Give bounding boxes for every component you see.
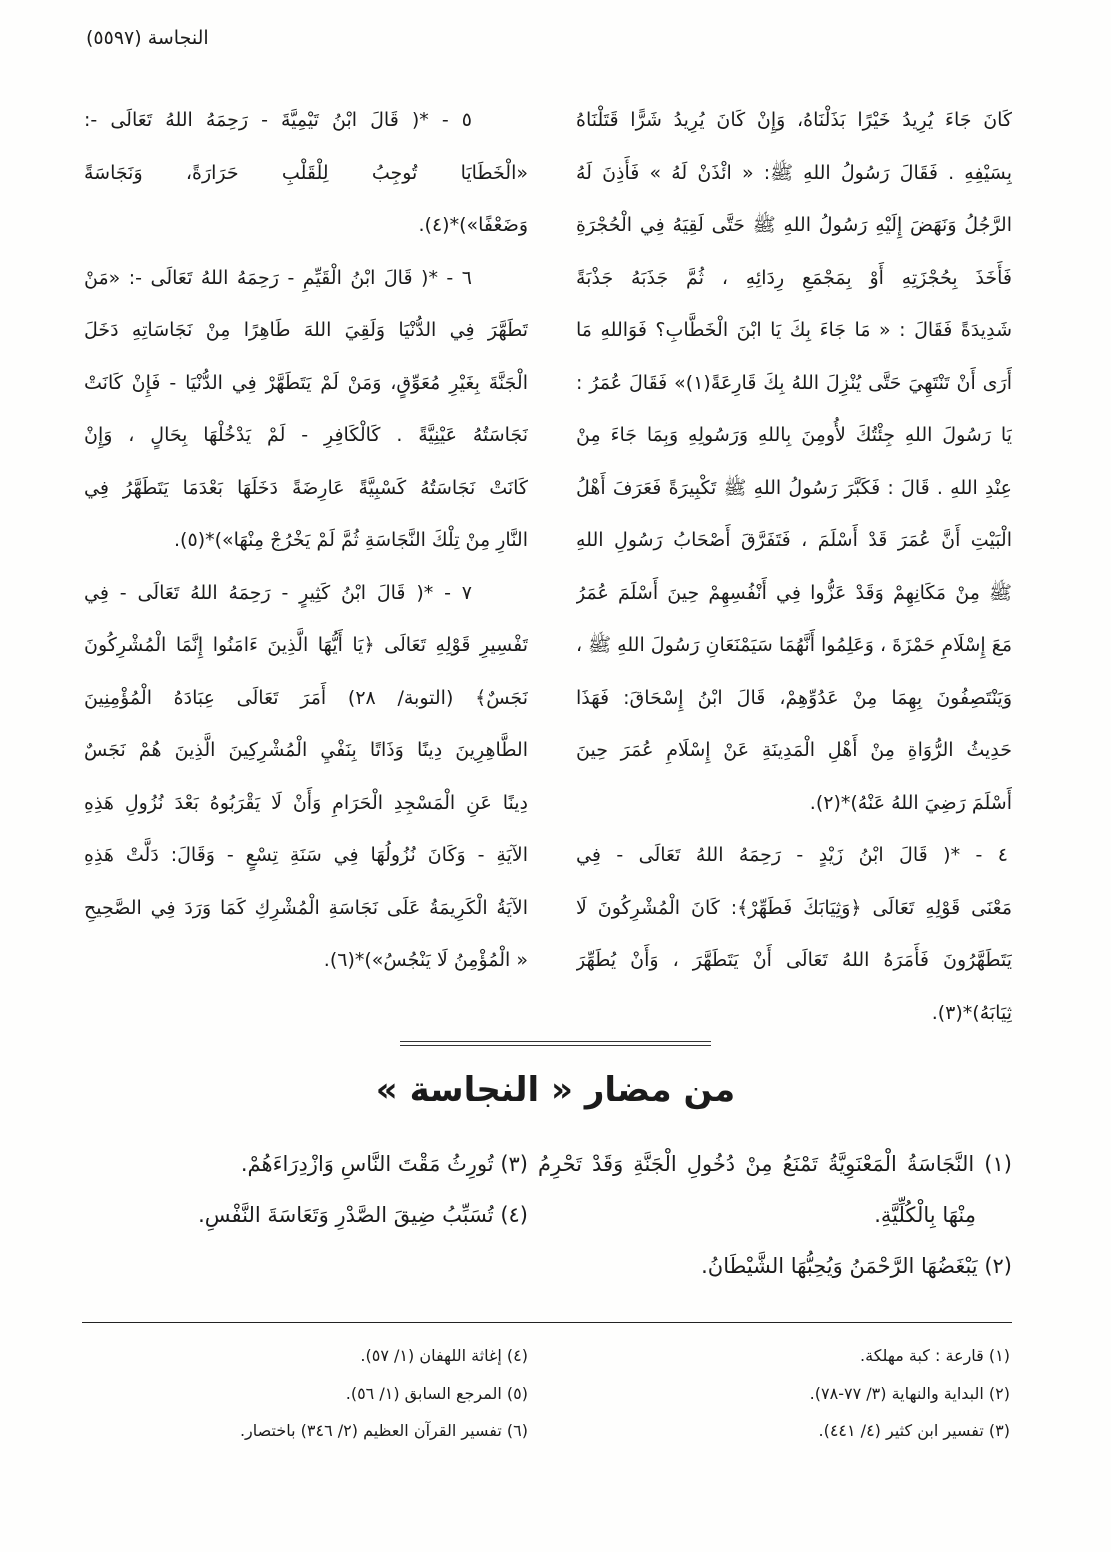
paragraph-start-line: ٤ - *( قَالَ ابْنُ زَيْدٍ - رَحِمَهُ اللهُ تَعَالَى - فِي	[576, 844, 1008, 866]
section-divider	[400, 1041, 711, 1046]
text-line: الْبَيْتِ أَنَّ عُمَرَ قَدْ أَسْلَمَ ، فَتَفَرَّقَ أَصْحَابُ رَسُولِ اللهِ	[576, 529, 1012, 551]
text-line: الْجَنَّةَ بِغَيْرِ مُعَوِّقٍ، وَمَنْ لَمْ يَتَطَهَّرْ فِي الدُّنْيَا - فَإِنْ كَانَتْ	[84, 371, 528, 394]
text-line: أَرَى أَنْ تَنْتَهِيَ حَتَّى يُنْزِلَ اللهُ بِكَ قَارِعَةً(١)» فَقَالَ عُمَرُ :	[576, 371, 1012, 394]
text-line: النَّارِ مِنْ تِلْكَ النَّجَاسَةِ ثُمَّ لَمْ يَخْرُجْ مِنْهَا»)*(٥).	[174, 529, 528, 551]
harm-item: (٤) تُسَبِّبُ ضِيقَ الصَّدْرِ وَتَعَاسَةَ النَّفْسِ.	[198, 1203, 528, 1227]
text-line: يَا رَسُولَ اللهِ جِئْتُكَ لأُومِنَ بِاللهِ وَرَسُولِهِ وَبِمَا جَاءَ مِنْ	[576, 424, 1012, 446]
paragraph-start-line: ٦ - *( قَالَ ابْنُ الْقَيِّمِ - رَحِمَهُ اللهُ تَعَالَى -: «مَنْ	[84, 266, 472, 289]
text-line: وَضَعْفًا»)*(٤).	[418, 214, 528, 236]
footnote: (٣) تفسير ابن كثير (٤/ ٤٤١).	[818, 1421, 1010, 1440]
harm-item-continuation: مِنْهَا بِالْكُلِّيَّةِ.	[874, 1203, 976, 1227]
harms-list-left	[190, 1139, 528, 1241]
text-line: «الْخَطَايَا تُوجِبُ لِلْقَلْبِ حَرَارَةً، وَنَجَاسَةً	[84, 161, 528, 184]
text-line: كَانَ جَاءَ يُرِيدُ خَيْرًا بَذَلْنَاهُ، وَإِنْ كَانَ يُرِيدُ شَرًّا قَتَلْنَاهُ	[576, 109, 1012, 131]
text-line: نَجَاسَتُهُ عَيْنِيَّةً . كَالْكَافِرِ - لَمْ يَدْخُلْهَا بِحَالٍ ، وَإِنْ	[84, 424, 528, 446]
text-line: تَفْسِيرِ قَوْلِهِ تَعَالَى ﴿يَا أَيُّهَا الَّذِينَ ءَامَنُوا إِنَّمَا الْمُشْرِكُونَ	[84, 634, 528, 656]
harms-list-right	[538, 1139, 1012, 1292]
footnote: (٢) البداية والنهاية (٣/ ٧٧-٧٨).	[809, 1383, 1010, 1403]
footnotes-left	[150, 1337, 528, 1450]
text-line: مَعَ إِسْلَامِ حَمْزَةَ ، وَعَلِمُوا أَنَّهُمَا سَيَمْنَعَانِ رَسُولَ اللهِ ﷺ ،	[576, 634, 1012, 656]
running-head: النجاسة (٥٥٩٧)	[86, 27, 209, 49]
footnote-rule	[82, 1322, 1012, 1323]
paragraph-start-line: ٧ - *( قَالَ ابْنُ كَثِيرٍ - رَحِمَهُ اللهُ تَعَالَى - فِي	[84, 581, 472, 604]
text-line: ﷺ مِنْ مَكَانِهِمْ وَقَدْ عَزُّوا فِي أَنْفُسِهِمْ حِينَ أَسْلَمَ عُمَرُ	[576, 581, 1012, 604]
text-line: وَيَنْتَصِفُونَ بِهِمَا مِنْ عَدُوِّهِمْ، قَالَ ابْنُ إِسْحَاقَ: فَهَذَا	[576, 686, 1012, 709]
footnote: (١) قارعة : كبة مهلكة.	[860, 1346, 1010, 1365]
text-line: يَتَطَهَّرُونَ فَأَمَرَهُ اللهُ تَعَالَى أَنْ يَتَطَهَّرَ ، وَأَنْ يُطَهِّرَ	[576, 949, 1012, 971]
harm-item: (٢) يَبْغَضُهَا الرَّحْمَنُ وَيُحِبُّهَا الشَّيْطَانُ.	[701, 1254, 1012, 1278]
text-line: حَدِيثُ الرُّوَاةِ مِنْ أَهْلِ الْمَدِينَةِ عَنْ إِسْلَامِ عُمَرَ حِينَ	[576, 739, 1012, 761]
paragraph-start-line: ٥ - *( قَالَ ابْنُ تَيْمِيَّةَ - رَحِمَهُ اللهُ تَعَالَى -:	[84, 109, 472, 131]
text-line: عِنْدِ اللهِ . قَالَ : فَكَبَّرَ رَسُولُ اللهِ ﷺ تَكْبِيرَةً فَعَرَفَ أَهْلُ	[576, 476, 1012, 499]
text-line: دِينًا عَنِ الْمَسْجِدِ الْحَرَامِ وَأَنْ لَا يَقْرَبُوهُ بَعْدَ نُزُولِ هَذِهِ	[84, 791, 528, 814]
text-line: تَطَهَّرَ فِي الدُّنْيَا وَلَقِيَ اللهَ طَاهِرًا مِنْ نَجَاسَاتِهِ دَخَلَ	[84, 319, 528, 341]
text-line: الطَّاهِرِينَ دِينًا وَذَاتًا بِنَفْيِ الْمُشْرِكِينَ الَّذِينَ هُمْ نَجَسٌ	[84, 739, 528, 761]
footnote: (٦) تفسير القرآن العظيم (٢/ ٣٤٦) باختصار.	[239, 1421, 528, 1440]
text-line: « الْمُؤْمِنُ لَا يَنْجُسُ»)*(٦).	[323, 949, 528, 971]
text-line: ثِيَابَهُ)*(٣).	[931, 1001, 1012, 1024]
text-line: كَانَتْ نَجَاسَتُهُ كَسْبِيَّةً عَارِضَةً دَخَلَهَا بَعْدَمَا يَتَطَهَّرُ فِي	[84, 476, 528, 499]
text-line: أَسْلَمَ رَضِيَ اللهُ عَنْهُ)*(٢).	[809, 791, 1012, 814]
text-line: الرَّجُلُ وَنَهَضَ إِلَيْهِ رَسُولُ اللهِ ﷺ حَتَّى لَقِيَهُ فِي الْحُجْرَةِ	[576, 214, 1012, 236]
footnote: (٤) إغاثة اللهفان (١/ ٥٧).	[360, 1346, 528, 1365]
text-line: الآيَةُ الْكَرِيمَةُ عَلَى نَجَاسَةِ الْمُشْرِكِ كَمَا وَرَدَ فِي الصَّحِيحِ	[84, 896, 528, 919]
text-line: بِسَيْفِهِ . فَقَالَ رَسُولُ اللهِ ﷺ: « ائْذَنْ لَهُ » فَأَذِنَ لَهُ	[576, 161, 1012, 184]
text-line: فَأَخَذَ بِحُجْزَتِهِ أَوْ بِمَجْمَعِ رِدَائِهِ ، ثُمَّ جَذَبَهُ جَذْبَةً	[576, 266, 1012, 289]
section-heading: من مضار « النجاسة »	[375, 1070, 736, 1110]
text-line: مَعْنَى قَوْلِهِ تَعَالَى ﴿وَثِيَابَكَ فَطَهِّرْ﴾: كَانَ الْمُشْرِكُونَ لَا	[576, 896, 1012, 919]
left-column	[84, 94, 528, 987]
text-line: نَجَسٌ﴾ (التوبة/ ٢٨) أَمَرَ تَعَالَى عِبَادَهُ الْمُؤْمِنِينَ	[84, 686, 528, 709]
text-line: الآيَةِ - وَكَانَ نُزُولُهَا فِي سَنَةِ تِسْعٍ - وَقَالَ: دَلَّتْ هَذِهِ	[84, 844, 528, 866]
right-column	[576, 94, 1012, 1039]
harm-item: (٣) تُورِثُ مَقْتَ النَّاسِ وَازْدِرَاءَهُمْ.	[240, 1152, 528, 1176]
footnote: (٥) المرجع السابق (١/ ٥٦).	[345, 1383, 528, 1403]
text-line: شَدِيدَةً فَقَالَ : « مَا جَاءَ بِكَ يَا ابْنَ الْخَطَّابِ؟ فَوَاللهِ مَا	[576, 319, 1012, 341]
footnotes-right	[600, 1337, 1010, 1450]
harm-item: (١) النَّجَاسَةُ الْمَعْنَوِيَّةُ تَمْنَعُ مِنْ دُخُولِ الْجَنَّةِ وَقَدْ تَحْرِمُ	[538, 1152, 1012, 1176]
